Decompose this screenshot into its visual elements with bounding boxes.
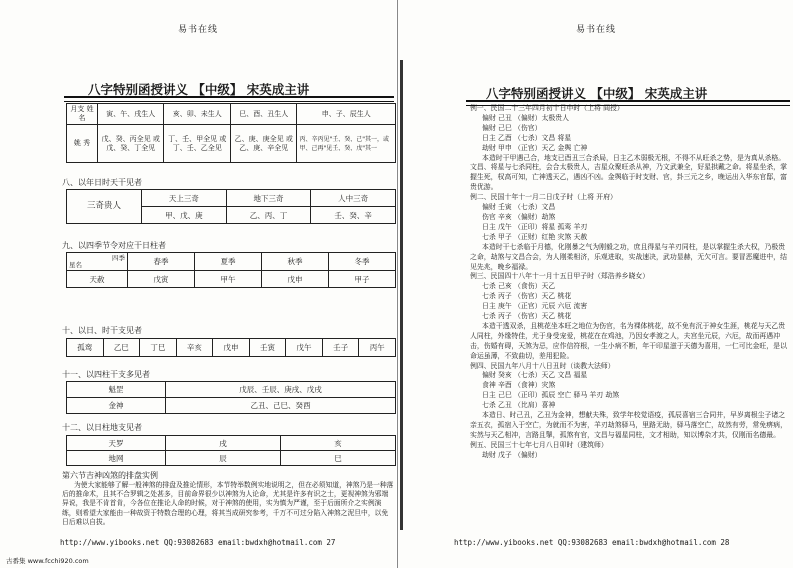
- section10-cell: 乙巳: [103, 339, 140, 357]
- section11-val: 戊辰、壬辰、庚戌、戊戌: [166, 382, 396, 398]
- section-heading: 十二、以日柱地支见者: [62, 423, 142, 432]
- section-heading: 八、以年日时天干见者: [62, 178, 142, 187]
- section12-label: 天罗: [67, 436, 166, 451]
- chart-line: 日主 庚午 （正官）元辰 六厄 流害: [482, 302, 588, 311]
- chart-line: 七杀 己亥 （食伤）天乙: [482, 282, 556, 291]
- section10-cell: 辛亥: [176, 339, 213, 357]
- chart-line: 偏财 己巳 （伤官）: [482, 123, 542, 132]
- page-footer: http://www.yibooks.net QQ:93082683 email:bwdxh@hotmail.com 28: [454, 538, 730, 547]
- commentary: 本造时干七杀临于月德，化刚暴之气为刚毅之功，庶且得星与羊刃同柱，是以掌握生杀大权，乃极贵之命，劫煞与文昌合会，为人刚柔相济，乐观进取，实战速决，武功显赫，无欠可言。要冒恶魔进中，结见先兆，晚乡福禄。: [470, 242, 787, 271]
- section10-cell: 戊申: [213, 339, 250, 357]
- section9-corner-bottom: 星名: [69, 260, 82, 269]
- site-header: 易书在线: [177, 25, 218, 35]
- chart-line: 日主 乙酉 （七杀）文昌 将星: [482, 133, 572, 142]
- title-rule: [64, 96, 394, 102]
- paragraph-text: 为使大家能够了解一般神煞的排盘及推论情形，本节特举数例实地说明之，但在必须知道，神煞乃是一种落后的推命术，且其不合罗辑之处甚多，目前命界很少以神煞为人论命，尤其是许多有识之士，更视神煞为邪端异说，我是不肯首肯，今各位在推论人命的时候，对于神煞的使用，实为慎为严谨，至于后面所介之实例演练，则希望大家能由一种故资于特数合理的心理，将其当成研究参考，千万不可过分陷入神煞之泥旦中，以免日后难以自拔。: [62, 481, 394, 526]
- section9-season: 冬季: [329, 253, 396, 271]
- site-header: 易书在线: [575, 25, 616, 35]
- section11-table: [66, 381, 396, 414]
- example-heading: 例四、民国九年八月十八日丑时（谈教大法师）: [470, 361, 615, 370]
- example-heading: 例五、民国三十七年七月八日卯时（建筑师）: [470, 440, 608, 449]
- section9-season: 春季: [128, 253, 195, 271]
- top-table-header: 寅、午、戌生人: [98, 104, 164, 125]
- section10-cell: 壬子: [322, 339, 359, 357]
- section12-val: 戌: [166, 436, 281, 451]
- section-heading: 第六节吉神凶煞的排盘实例: [62, 471, 158, 480]
- top-table-header: 申、子、辰生人: [297, 104, 396, 125]
- section12-val: 巳: [281, 451, 396, 466]
- top-table-name: 姚 秀: [67, 125, 98, 163]
- section12-val: 辰: [166, 451, 281, 466]
- section10-table: [66, 338, 396, 357]
- example-heading: 例一、民国二十三年四月初十日申时（上将 阎授）: [470, 104, 624, 112]
- page-title: 八字特别函授讲义 【中级】 宋英成主讲: [486, 86, 708, 101]
- commentary: 本造干透双杀，且桃花坐本旺之地位为伤官，名为裸体桃花，故不免有沉于神女生涯，桃花与天乙贵人同柱，外缘特佳，尤于身受宠爱，桃花在在鸡池，乃因女孝渡之人，夫宫坐元辰，六厄，故而再遇冲击，伤婚有碍，天煞为忌，应作信符根，一生小病不断，年干印星滋于天德为喜用，一仁可比金旺，是以命运虽薄，不致曲切，差用犯险。: [470, 321, 787, 360]
- chart-line: 偏财 己丑 （偏财）太极贵人: [482, 113, 570, 122]
- chart-line: 日主 己巳 （正印）孤辰 空亡 驿马 羊刃 劫煞: [482, 391, 620, 400]
- section9-val: 戊申: [262, 271, 329, 288]
- body-paragraph: [62, 481, 394, 527]
- chart-line: 七杀 丙子 （伤官）天乙 桃花: [482, 292, 572, 301]
- chart-line: 七杀 乙丑 （比肩）喜神: [482, 401, 556, 410]
- top-table-header: 巳、酉、丑生人: [230, 104, 296, 125]
- examples-body: [470, 104, 788, 461]
- right-page: [397, 0, 793, 568]
- chart-line: 劫财 甲申 （正官）天乙 金舆 亡神: [482, 143, 588, 152]
- section12-table: [66, 435, 396, 466]
- example-heading: 例三、民国四十八年十一月十五日甲子时（郑浩养乡晓女）: [470, 272, 650, 281]
- page-title: 八字特别函授讲义 【中级】 宋英成主讲: [88, 82, 310, 97]
- section9-table: [66, 252, 396, 288]
- chart-line: 日主 戊午 （正印）将星 孤鸾 羊刃: [482, 222, 588, 231]
- chart-line: 七杀 甲子 （正财）红艳 灾煞 天赦: [482, 232, 588, 241]
- commentary: 本造日、时己丑，乙丑为金神，想献夫殊，致学年校觉语疫，孤辰喜宿三合同井，早岁离根尘子诸之亲五衣，孤宿入于空亡，为就而不为害，羊刃劫煞驿马，里路无助，驿马落空亡，故然有劳，常免痹病，实然与天乙相冲，言路且掣，孤煞有官，文昌与福星同柱，文才相助，知以博杂才共，仅刚而名德最。: [470, 411, 787, 439]
- section10-cell: 壬寅: [249, 339, 286, 357]
- section9-season: 秋季: [262, 253, 329, 271]
- chart-line: 偏财 壬寅 （七杀）文昌: [482, 203, 556, 212]
- section9-row-label: 天赦: [67, 271, 128, 288]
- section11-label: 金神: [67, 398, 166, 414]
- section9-val: 甲午: [195, 271, 262, 288]
- chart-line: 食神 辛酉 （食神）灾煞: [482, 381, 556, 390]
- left-page: [0, 0, 396, 568]
- section8-label: 三奇贵人: [67, 190, 142, 224]
- section9-corner-top: 四季: [112, 253, 125, 262]
- section12-label: 地网: [67, 451, 166, 466]
- section10-cell: 丙午: [359, 339, 396, 357]
- corner-watermark: 古番集 www.fcchi920.com: [6, 557, 89, 565]
- top-table-corner: 月支 姓名: [67, 104, 98, 125]
- section-heading: 十、以日、时干支见者: [62, 326, 142, 335]
- section8-val: 壬、癸、辛: [311, 207, 396, 224]
- section8-table: [66, 189, 396, 224]
- section12-val: 亥: [281, 436, 396, 451]
- section-heading: 十一、以四柱干支多见者: [62, 370, 150, 379]
- chart-line: 劫财 戊子 （偏财）: [482, 450, 542, 459]
- top-table-cell: 丁、壬、甲全见 或 丁、壬、乙全见: [164, 125, 230, 163]
- top-table: [66, 103, 396, 163]
- section10-cell: 丁巳: [140, 339, 177, 357]
- section9-season: 夏季: [195, 253, 262, 271]
- section8-val: 乙、丙、丁: [226, 207, 311, 224]
- top-table-header: 亥、卯、未生人: [164, 104, 230, 125]
- section10-cell: 孤鸾: [67, 339, 104, 357]
- section8-col: 天上三奇: [142, 190, 227, 207]
- top-table-cell: 戊、癸、丙全见 或 戊、癸、丁全见: [98, 125, 164, 163]
- top-table-cell: 丙、辛丙见"壬、癸、己"其一，或甲、己再"见壬、癸、戊"其一: [297, 125, 396, 163]
- section8-col: 人中三奇: [311, 190, 396, 207]
- section-heading: 九、以四季节令对应干日柱者: [62, 241, 166, 250]
- example-heading: 例二、民国十年十一月二日戊子时（上将 开府）: [470, 193, 617, 202]
- chart-line: 七杀 丙子 （伤官）天乙 桃花: [482, 312, 572, 321]
- section11-val: 乙丑、己巳、癸酉: [166, 398, 396, 414]
- section10-cell: 戊午: [286, 339, 323, 357]
- chart-line: 伤官 辛亥 （偏财）劫煞: [482, 212, 556, 221]
- binding-edge: [400, 60, 403, 530]
- section11-label: 魁罡: [67, 382, 166, 398]
- top-table-cell: 乙、庚、庚全见 或 乙、庚、辛全见: [230, 125, 296, 163]
- section8-col: 地下三奇: [226, 190, 311, 207]
- page-footer: http://www.yibooks.net QQ:93082683 email:bwdxh@hotmail.com 27: [60, 538, 336, 547]
- section9-val: 戊寅: [128, 271, 195, 288]
- chart-line: 偏财 癸亥 （七杀）天乙 文昌 福星: [482, 371, 588, 380]
- section8-val: 甲、戊、庚: [142, 207, 227, 224]
- section9-val: 甲子: [329, 271, 396, 288]
- section9-corner: [67, 253, 128, 271]
- commentary: 本造时干甲遇己合，地支已酉丑三合杀局，日主乙木弱极无根，不得不从旺杀之势，是为真从杀格。文昌、将星与七杀同柱，会合太极贵人，吉星众聚旺杀从神，乃文武兼全，好星拱戴之命。将星坐杀，掌握生死，权高可知，亡神透天乙，遇凶不凶。金舆临于时支财、官，卦三元之乡，晚运出入华东官邸，富贵优游。: [470, 153, 787, 192]
